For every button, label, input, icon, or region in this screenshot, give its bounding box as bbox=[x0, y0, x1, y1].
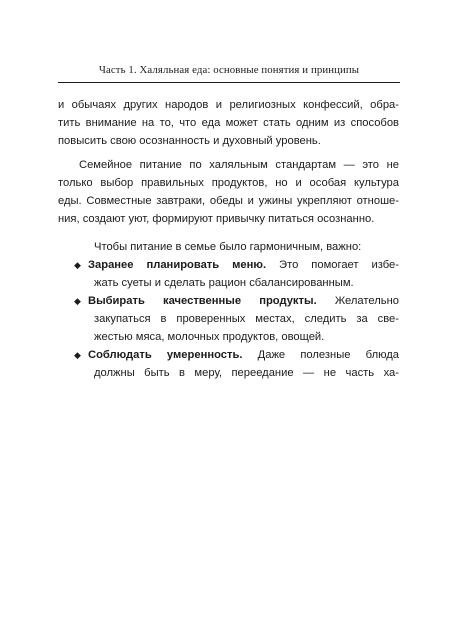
body-line: еды. Совместные завтраки, обеды и ужины укрепляют отноше- bbox=[58, 195, 399, 207]
list-item-text: Это помогает избе- bbox=[266, 259, 399, 271]
list-item-line: должны быть в меру, переедание — не часть ха- bbox=[94, 367, 399, 379]
list-item-bold: Соблюдать умеренность. bbox=[88, 349, 243, 361]
diamond-bullet-icon: ◆ bbox=[74, 350, 81, 360]
list-item-line: жать суеты и сделать рацион сбалансированным. bbox=[94, 277, 354, 289]
header-rule bbox=[58, 82, 400, 83]
list-item-line: жестью мяса, молочных продуктов, овощей. bbox=[94, 331, 325, 343]
body-line: ния, создают уют, формируют привычку питаться осознанно. bbox=[58, 213, 375, 225]
list-item bbox=[74, 346, 399, 364]
list-item-bold: Заранее планировать меню. bbox=[88, 259, 267, 271]
body-line: только выбор правильных продуктов, но и особая культура bbox=[58, 177, 399, 189]
running-header: Часть 1. Халяльная еда: основные понятия и принципы bbox=[98, 64, 360, 76]
body-line: повысить свою осознанность и духовный уровень. bbox=[58, 135, 321, 147]
list-item bbox=[74, 292, 399, 310]
body-line: Семейное питание по халяльным стандартам — это не bbox=[79, 159, 399, 171]
body-line: тить внимание на то, что еда может стать одним из способов bbox=[58, 117, 399, 129]
diamond-bullet-icon: ◆ bbox=[74, 296, 81, 306]
diamond-bullet-icon: ◆ bbox=[74, 260, 81, 270]
list-item-text: Даже полезные блюда bbox=[242, 349, 399, 361]
list-item-bold: Выбирать качественные продукты. bbox=[88, 295, 317, 307]
body-line: и обычаях других народов и религиозных конфессий, обра- bbox=[58, 99, 399, 111]
list-item-line: закупаться в проверенных местах, следить за све- bbox=[94, 313, 399, 325]
list-item bbox=[74, 256, 399, 274]
list-intro: Чтобы питание в семье было гармоничным, важно: bbox=[94, 241, 362, 253]
list-item-text: Желательно bbox=[316, 295, 399, 307]
